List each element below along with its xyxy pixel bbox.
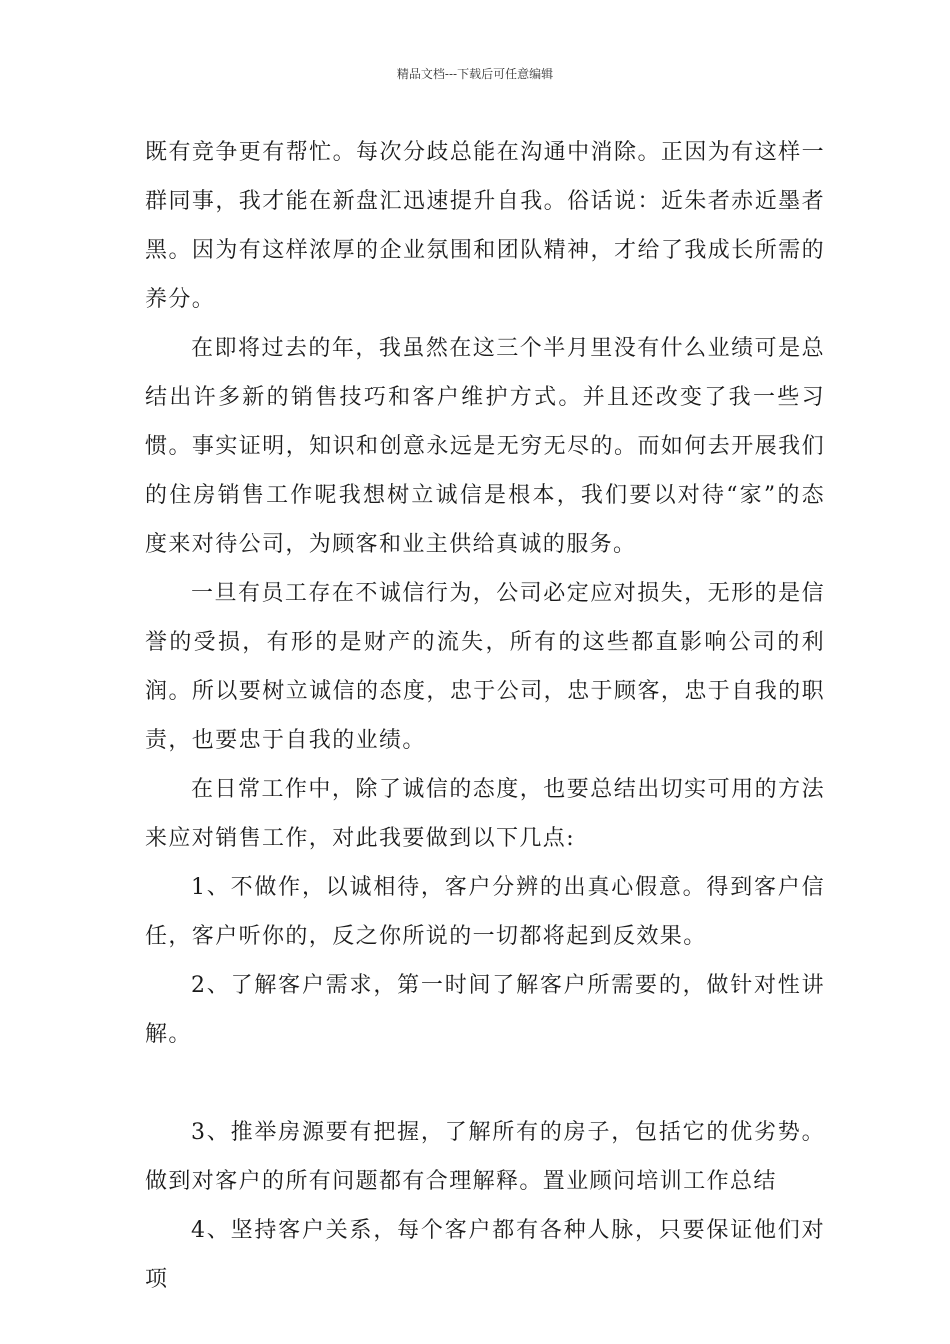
paragraph-daily-work: 在日常工作中，除了诚信的态度，也要总结出切实可用的方法来应对销售工作，对此我要做到以下几点:: [145, 777, 825, 851]
list-item-4: 4、坚持客户关系，每个客户都有各种人脉，只要保证他们对项: [145, 1218, 825, 1292]
list-item-1: 1、不做作，以诚相待，客户分辨的出真心假意。得到客户信任，客户听你的，反之你所说的一切都将起到反效果。: [145, 875, 825, 949]
paragraph-integrity: 一旦有员工存在不诚信行为，公司必定应对损失，无形的是信誉的受损，有形的是财产的流失，所有的这些都直影响公司的利润。所以要树立诚信的态度，忠于公司，忠于顾客，忠于自我的职责，也要忠于自我的业绩。: [145, 581, 825, 753]
list-item-2: 2、了解客户需求，第一时间了解客户所需要的，做针对性讲解。: [145, 973, 825, 1047]
blank-line: [145, 1059, 825, 1108]
list-item-3: 3、推举房源要有把握，了解所有的房子，包括它的优劣势。做到对客户的所有问题都有合理解释。置业顾问培训工作总结: [145, 1120, 825, 1194]
document-body: [145, 128, 825, 1304]
page-header: 精品文档---下载后可任意编辑: [396, 67, 554, 81]
paragraph-year-summary: 在即将过去的年，我虽然在这三个半月里没有什么业绩可是总结出许多新的销售技巧和客户维护方式。并且还改变了我一些习惯。事实证明，知识和创意永远是无穷无尽的。而如何去开展我们的住房销售工作呢我想树立诚信是根本，我们要以对待“家”的态度来对待公司，为顾客和业主供给真诚的服务。: [145, 336, 825, 557]
paragraph-team-atmosphere: 既有竞争更有帮忙。每次分歧总能在沟通中消除。正因为有这样一群同事，我才能在新盘汇迅速提升自我。俗话说：近朱者赤近墨者黑。因为有这样浓厚的企业氛围和团队精神，才给了我成长所需的养分。: [145, 140, 825, 312]
